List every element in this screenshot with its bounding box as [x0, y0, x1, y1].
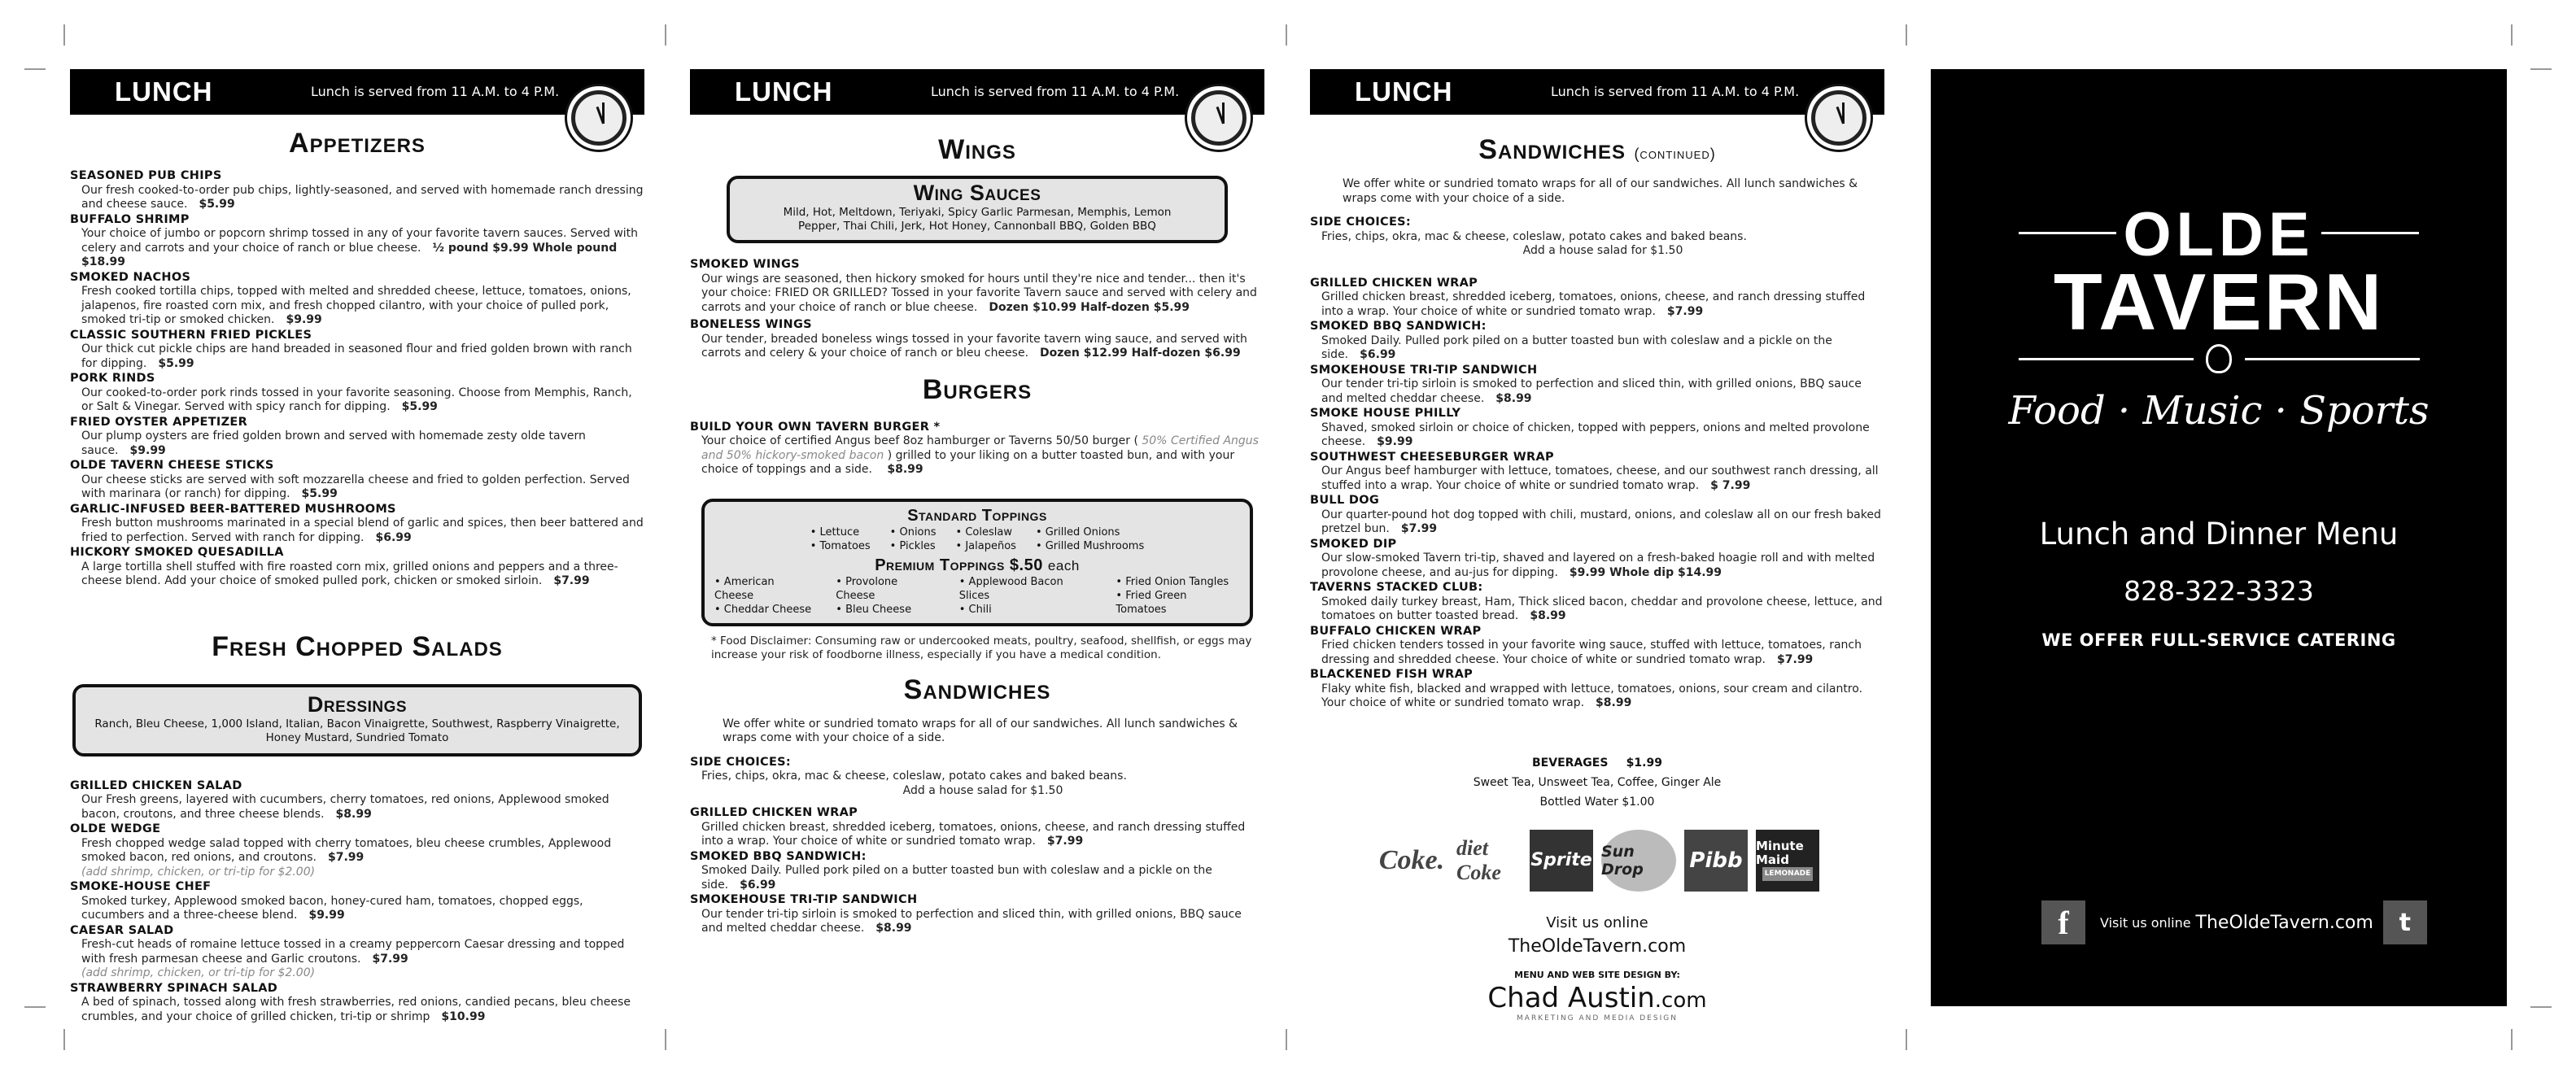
beverages-price: $1.99	[1626, 756, 1662, 770]
item-price: $9.99	[1377, 435, 1413, 448]
beverage-brand-logos	[1310, 830, 1884, 892]
panel-appetizers-salads	[70, 69, 644, 1023]
panel-wings-burgers	[690, 69, 1264, 1005]
topping-column	[1106, 575, 1250, 617]
item-name: BUFFALO CHICKEN WRAP	[1310, 624, 1482, 638]
side-list: Fries, chips, okra, mac & cheese, coleslaw, potato cakes and baked beans.	[1321, 229, 1747, 243]
menu-item	[70, 982, 644, 1025]
sandwiches-continued-title: Sandwiches (continued)	[1478, 134, 1716, 165]
item-desc: Our plump oysters are fried golden brown and served with homemade zesty olde tavern sauce.	[81, 429, 586, 457]
item-price: Dozen $12.99 Half-dozen $6.99	[1040, 347, 1241, 360]
item-price: $7.99	[1777, 652, 1814, 666]
menu-item	[70, 459, 644, 502]
item-price: $9.99	[308, 909, 345, 922]
item-desc: Our Angus beef hamburger with lettuce, tomatoes, cheese, and our southwest ranch dressing, all stuffed into a wrap. Your choice of white or sundried tomato wrap.	[1321, 464, 1879, 492]
item-desc: Our tender tri-tip sirloin is smoked to perfection and sliced thin, with grilled onions, BBQ sauce and melted cheddar cheese.	[1321, 377, 1862, 405]
item-name: TAVERNS STACKED CLUB:	[1310, 581, 1483, 594]
cover-website[interactable]: TheOldeTavern.com	[2195, 912, 2373, 933]
food-disclaimer: * Food Disclaimer: Consuming raw or undercooked meats, poultry, seafood, shellfish, or eggs may increase your risk of foodborne illness, especially if you have a medical condition.	[711, 634, 1252, 661]
item-name: HICKORY SMOKED QUESADILLA	[70, 546, 284, 559]
item-name: SOUTHWEST CHEESEBURGER WRAP	[1310, 450, 1554, 464]
item-price: ½ pound $9.99 Whole pound $18.99	[81, 241, 618, 268]
topping-column	[801, 525, 880, 553]
menu-item	[70, 213, 644, 270]
menu-item	[70, 372, 644, 415]
sandwiches-title: Sandwiches	[903, 674, 1051, 705]
item-extra: (add shrimp, chicken, or tri-tip for $2.00)	[81, 865, 316, 879]
logo-rule	[2245, 358, 2420, 360]
sandwich-intro: We offer white or sundried tomato wraps for all of our sandwiches. All lunch sandwiches & wraps come with your choice of a side.	[1343, 177, 1858, 205]
menu-item	[70, 779, 644, 822]
item-desc: Flaky white fish, blacked and wrapped with lettuce, tomatoes, onions, sour cream and cilantro. Your choice of white or sundried tomato wrap.	[1321, 682, 1863, 709]
item-price: $8.99	[1495, 391, 1532, 405]
visit-text: Visit us online	[1546, 913, 1648, 931]
twitter-icon[interactable]: t	[2383, 900, 2427, 944]
item-desc: Our tender, breaded boneless wings tossed in your favorite tavern wing sauce, and served with carrots and celery & your choice of ranch or bleu cheese.	[701, 332, 1247, 360]
menu-title: Lunch and Dinner Menu	[2039, 517, 2399, 552]
item-desc: Our tender tri-tip sirloin is smoked to perfection and sliced thin, with grilled onions, BBQ sauce and melted cheddar cheese.	[701, 907, 1242, 935]
design-credit: MENU AND WEB SITE DESIGN BY:	[1514, 969, 1680, 980]
menu-item	[70, 329, 644, 372]
toppings-box	[701, 499, 1253, 626]
item-price: Dozen $10.99 Half-dozen $5.99	[989, 300, 1190, 314]
item-price: $8.99	[1596, 696, 1632, 709]
topping-item: • Tomatoes	[810, 539, 871, 552]
item-name: BONELESS WINGS	[690, 318, 812, 331]
menu-item	[1310, 364, 1884, 407]
header-title: LUNCH	[735, 76, 833, 107]
menu-item	[1310, 625, 1884, 668]
item-name: GARLIC-INFUSED BEER-BATTERED MUSHROOMS	[70, 502, 396, 516]
menu-item	[70, 271, 644, 328]
wing-sauces-list: Mild, Hot, Meltdown, Teriyaki, Spicy Garlic Parmesan, Memphis, Lemon Pepper, Thai Chili, Jerk, Hot Honey, Cannonball BBQ, Golden BBQ	[783, 206, 1172, 233]
item-name: SMOKE-HOUSE CHEF	[70, 880, 212, 893]
std-toppings-title: Standard Toppings	[907, 506, 1047, 525]
web-info	[1310, 914, 1884, 1022]
item-extra: (add shrimp, chicken, or tri-tip for $2.00)	[81, 966, 316, 979]
topping-column	[950, 575, 1107, 617]
clock-icon	[1805, 84, 1873, 152]
item-price: $8.99	[335, 807, 372, 821]
topping-column	[705, 575, 826, 617]
pibb-logo: Pibb	[1684, 830, 1748, 892]
wing-sauces-box	[727, 176, 1228, 243]
topping-column	[946, 525, 1026, 553]
wings-title: Wings	[938, 134, 1016, 165]
item-desc: Our cheese sticks are served with soft mozzarella cheese and fried to golden perfection. Served with marinara (or ranch) for dipping.	[81, 473, 630, 500]
menu-item	[690, 850, 1264, 893]
item-desc: Fresh button mushrooms marinated in a special blend of garlic and spices, then beer battered and fried to perfection. Served with ranch for dipping.	[81, 517, 644, 544]
beverages-list: Sweet Tea, Unsweet Tea, Coffee, Ginger Ale	[1473, 775, 1722, 789]
coke-logo: Coke.	[1378, 844, 1445, 875]
clock-icon	[565, 84, 633, 152]
menu-item	[1310, 320, 1884, 363]
clock-icon	[1185, 84, 1253, 152]
item-name: PORK RINDS	[70, 372, 155, 385]
topping-item: • Onions	[889, 525, 937, 538]
diet-coke-logo: diet Coke	[1456, 835, 1501, 884]
sprite-logo: Sprite	[1530, 830, 1593, 892]
designer-tagline: MARKETING AND MEDIA DESIGN	[1517, 1014, 1678, 1022]
header-hours: Lunch is served from 11 A.M. to 4 P.M.	[1551, 84, 1800, 99]
item-name: GRILLED CHICKEN WRAP	[1310, 276, 1478, 290]
item-price: $5.99	[158, 356, 194, 370]
menu-item	[70, 546, 644, 589]
item-name: SMOKED BBQ SANDWICH:	[1310, 320, 1487, 333]
item-price: $8.99	[1530, 609, 1566, 622]
menu-item	[1310, 494, 1884, 537]
item-desc: Grilled chicken breast, shredded iceberg, tomatoes, onions, cheese, and ranch dressing stuffed into a wrap. Your choice of white or sundried tomato wrap.	[701, 820, 1246, 848]
item-price: $7.99	[1666, 304, 1704, 318]
menu-item	[70, 822, 644, 879]
side-list: Fries, chips, okra, mac & cheese, coleslaw, potato cakes and baked beans.	[701, 770, 1127, 783]
social-row	[2041, 900, 2427, 944]
dressings-title: Dressings	[307, 691, 408, 717]
item-desc: Your choice of jumbo or popcorn shrimp tossed in any of your favorite tavern sauces. Served with celery and carrots and your choice of ranch or blue cheese.	[81, 227, 639, 255]
topping-item: • American Cheese	[714, 575, 775, 602]
item-name: STRAWBERRY SPINACH SALAD	[70, 981, 278, 995]
item-desc: Grilled chicken breast, shredded iceberg, tomatoes, onions, cheese, and ranch dressing stuffed into a wrap. Your choice of white or sundried tomato wrap.	[1321, 290, 1866, 318]
topping-column	[880, 525, 946, 553]
brand-tavern: TAVERN	[2053, 257, 2385, 347]
side-choices	[690, 756, 1264, 799]
item-price: $8.99	[887, 463, 923, 476]
item-name: BUILD YOUR OWN TAVERN BURGER *	[690, 420, 941, 434]
item-desc: Smoked daily turkey breast, Ham, Thick sliced bacon, cheddar and provolone cheese, lettuce, and tomatoes on butter toasted bread.	[1321, 595, 1883, 622]
burgers-title: Burgers	[922, 373, 1033, 405]
item-price: $ 7.99	[1710, 478, 1751, 492]
topping-column	[826, 575, 949, 617]
item-desc: Shaved, smoked sirloin or choice of chicken, topped with peppers, onions and melted provolone cheese.	[1321, 421, 1870, 448]
item-desc: Fresh chopped wedge salad topped with cherry tomatoes, bleu cheese crumbles, Applewood smoked bacon, red onions, and croutons.	[81, 836, 612, 864]
item-desc: Our fresh cooked-to-order pub chips, lightly-seasoned, and served with homemade ranch dressing and cheese sauce.	[81, 183, 644, 211]
item-name: CLASSIC SOUTHERN FRIED PICKLES	[70, 328, 312, 342]
item-desc: Smoked Daily. Pulled pork piled on a butter toasted bun with coleslaw and a pickle on the side.	[1321, 334, 1832, 361]
minute-maid-logo: Minute Maid LEMONADE	[1756, 830, 1819, 892]
topping-item: • Provolone Cheese	[836, 575, 898, 602]
topping-item: • Cheddar Cheese	[714, 603, 812, 616]
side-choices	[1310, 216, 1884, 259]
item-price: $9.99	[286, 313, 322, 326]
item-price: $7.99	[1400, 522, 1438, 535]
sandwich-intro: We offer white or sundried tomato wraps for all of our sandwiches. All lunch sandwiches & wraps come with your choice of a side.	[723, 717, 1238, 744]
header-hours: Lunch is served from 11 A.M. to 4 P.M.	[931, 84, 1180, 99]
menu-item	[690, 318, 1264, 361]
menu-item	[1310, 277, 1884, 320]
item-desc: Our quarter-pound hot dog topped with chili, mustard, onions, and coleslaw all on our fresh baked pretzel bun.	[1321, 508, 1881, 535]
menu-item	[70, 503, 644, 546]
item-name: SMOKED BBQ SANDWICH:	[690, 849, 867, 863]
item-name: SMOKE HOUSE PHILLY	[1310, 407, 1461, 420]
brand-tagline: Food · Music · Sports	[2008, 388, 2430, 434]
bottled-water: Bottled Water $1.00	[1539, 795, 1655, 809]
item-name: SEASONED PUB CHIPS	[70, 169, 222, 182]
item-price: $5.99	[199, 198, 235, 211]
brand-olde: OLDE	[2123, 200, 2315, 269]
item-desc-a: Your choice of certified Angus beef 8oz hamburger or Taverns 50/50 burger (	[701, 434, 1138, 447]
menu-item	[70, 169, 644, 212]
topping-item: • Applewood Bacon Slices	[958, 575, 1063, 602]
menu-item	[70, 924, 644, 981]
item-price: $9.99	[129, 443, 166, 457]
item-name: GRILLED CHICKEN SALAD	[70, 778, 242, 792]
item-desc: Our slow-smoked Tavern tri-tip, shaved and layered on a fresh-baked hoagie roll and with melted provolone cheese, and au-jus for dipping.	[1321, 552, 1875, 579]
sundrop-logo: Sun Drop	[1601, 830, 1676, 892]
header-title: LUNCH	[115, 76, 213, 107]
menu-item	[1310, 668, 1884, 711]
side-salad: Add a house salad for $1.50	[902, 783, 1063, 797]
header-hours: Lunch is served from 11 A.M. to 4 P.M.	[311, 84, 560, 99]
premium-toppings-list	[705, 575, 1250, 617]
dressings-list: Ranch, Bleu Cheese, 1,000 Island, Italian, Bacon Vinaigrette, Southwest, Raspberry Vinaigrette, Honey Mustard, Sundried Tomato	[94, 717, 620, 744]
std-toppings-list	[705, 525, 1250, 553]
topping-column	[1026, 525, 1154, 553]
item-price: $9.99 Whole dip $14.99	[1569, 565, 1722, 579]
lunch-header-bar	[70, 69, 644, 115]
website-link[interactable]: TheOldeTavern.com	[1508, 935, 1687, 957]
designer-logo: Chad Austin.com	[1487, 981, 1707, 1014]
topping-item: • Fried Green Tomatoes	[1116, 589, 1187, 616]
item-desc: Our wings are seasoned, then hickory smoked for hours until they're nice and tender... then it's your choice: FRIED OR GRILLED? Tossed in your favorite Tavern sauce and served with celery and carrots and your choice of ranch or blue cheese.	[701, 272, 1257, 314]
topping-item: • Coleslaw	[955, 525, 1012, 538]
item-desc: Fried chicken tenders tossed in your favorite wing sauce, stuffed with lettuce, tomatoes, ranch dressing and shredded cheese. Your choice of white or sundried tomato wrap.	[1321, 639, 1862, 666]
item-desc-b: ) grilled to your liking on a butter toasted bun, and with your choice of toppings and a side.	[701, 448, 1235, 476]
item-price: $7.99	[553, 574, 590, 587]
item-name: SMOKED WINGS	[690, 258, 800, 271]
menu-item	[690, 893, 1264, 936]
side-title: SIDE CHOICES:	[1310, 216, 1412, 229]
item-desc: Smoked turkey, Applewood smoked bacon, honey-cured ham, tomatoes, chopped eggs, cucumbers and a three-cheese blend.	[81, 894, 583, 922]
phone-number[interactable]: 828-322-3323	[2124, 575, 2314, 607]
topping-item: • Lettuce	[810, 525, 860, 538]
item-name: OLDE WEDGE	[70, 822, 161, 835]
item-desc: Our thick cut pickle chips are hand breaded in seasoned flour and fried golden brown with ranch for dipping.	[81, 342, 632, 370]
item-desc: A large tortilla shell stuffed with fire roasted corn mix, grilled onions and peppers and a three-cheese blend. Add your choice of smoked pulled pork, chicken or smoked sirloin.	[81, 560, 618, 587]
topping-item: • Chili	[958, 603, 992, 616]
appetizers-title: Appetizers	[289, 128, 426, 159]
panel-sandwiches-continued	[1310, 69, 1884, 1022]
item-price: $7.99	[372, 952, 408, 966]
item-desc: Fresh cooked tortilla chips, topped with melted and shredded cheese, lettuce, tomatoes, onions, jalapenos, fire roasted corn mix, and fresh chopped cilantro, with your choice of pulled pork, smoked tri-tip or smoked chicken.	[81, 285, 631, 326]
beverages	[1310, 753, 1884, 812]
item-desc: Fresh-cut heads of romaine lettuce tossed in a creamy peppercorn Caesar dressing and topped with fresh parmesan cheese and Garlic croutons.	[81, 938, 625, 966]
item-name: BUFFALO SHRIMP	[70, 212, 190, 226]
item-price: $6.99	[375, 530, 412, 544]
social-visit-text: Visit us online	[2100, 914, 2191, 931]
cover-panel	[1931, 69, 2507, 1006]
wing-sauces-title: Wing Sauces	[913, 181, 1041, 205]
topping-item: • Jalapeños	[955, 539, 1016, 552]
logo-rule	[2019, 358, 2194, 360]
side-salad: Add a house salad for $1.50	[1522, 244, 1683, 257]
item-name: GRILLED CHICKEN WRAP	[690, 806, 858, 819]
item-name: FRIED OYSTER APPETIZER	[70, 415, 248, 429]
item-desc-gray: 50% Certified Angus and 50% hickory-smoked bacon	[701, 434, 1259, 462]
menu-item	[1310, 451, 1884, 494]
lunch-header-bar	[690, 69, 1264, 115]
item-price: $10.99	[441, 1009, 486, 1023]
item-desc: Our cooked-to-order pork rinds tossed in your favorite seasoning. Choose from Memphis, Ranch, or Salt & Vinegar. Served with spicy ranch for dipping.	[81, 386, 632, 413]
hops-icon	[2206, 344, 2232, 373]
catering-note: WE OFFER FULL-SERVICE CATERING	[2041, 630, 2396, 650]
item-name: SMOKED NACHOS	[70, 270, 191, 284]
dressings-box	[72, 684, 642, 757]
item-name: BLACKENED FISH WRAP	[1310, 668, 1474, 681]
item-desc: Our Fresh greens, layered with cucumbers, cherry tomatoes, red onions, Applewood smoked bacon, croutons, and three cheese blends.	[81, 793, 609, 821]
beverages-label: BEVERAGES	[1532, 756, 1609, 770]
menu-item	[1310, 538, 1884, 581]
menu-item	[70, 880, 644, 923]
lunch-header-bar	[1310, 69, 1884, 115]
facebook-icon[interactable]: f	[2041, 900, 2085, 944]
menu-item	[1310, 407, 1884, 450]
premium-toppings-title: Premium Toppings $.50 each	[875, 556, 1080, 574]
burger-item	[690, 421, 1264, 477]
item-name: SMOKED DIP	[1310, 537, 1397, 551]
item-desc: Smoked Daily. Pulled pork piled on a butter toasted bun with coleslaw and a pickle on the side.	[701, 864, 1212, 892]
item-price: $7.99	[327, 851, 365, 864]
item-price: $6.99	[1360, 348, 1396, 361]
item-name: CAESAR SALAD	[70, 923, 174, 937]
item-name: OLDE TAVERN CHEESE STICKS	[70, 459, 274, 472]
topping-item: • Bleu Cheese	[836, 603, 912, 616]
topping-item: • Grilled Mushrooms	[1035, 539, 1145, 552]
menu-item	[690, 806, 1264, 849]
sandwiches-list	[690, 806, 1264, 936]
menu-item	[1310, 581, 1884, 624]
topping-item: • Grilled Onions	[1035, 525, 1120, 538]
item-price: $7.99	[1046, 835, 1084, 848]
side-title: SIDE CHOICES:	[690, 755, 792, 769]
header-title: LUNCH	[1355, 76, 1453, 107]
salads-title: Fresh Chopped Salads	[212, 630, 503, 662]
menu-item	[70, 416, 644, 459]
item-name: SMOKEHOUSE TRI-TIP SANDWICH	[1310, 363, 1538, 377]
menu-item	[690, 258, 1264, 315]
item-price: $6.99	[740, 878, 776, 892]
item-price: $5.99	[401, 400, 438, 413]
item-price: $8.99	[875, 922, 912, 935]
item-desc: A bed of spinach, tossed along with fresh strawberries, red onions, candied pecans, bleu cheese crumbles, and your choice of grilled chicken, tri-tip or shrimp	[81, 996, 631, 1023]
topping-item: • Pickles	[889, 539, 936, 552]
item-price: $5.99	[301, 487, 338, 500]
topping-item: • Fried Onion Tangles	[1116, 575, 1229, 588]
item-name: BULL DOG	[1310, 494, 1380, 507]
salads-list	[70, 779, 644, 1025]
wings-list	[690, 258, 1264, 361]
appetizers-list	[70, 169, 644, 589]
item-name: SMOKEHOUSE TRI-TIP SANDWICH	[690, 893, 918, 906]
sandwiches-list	[1310, 277, 1884, 711]
